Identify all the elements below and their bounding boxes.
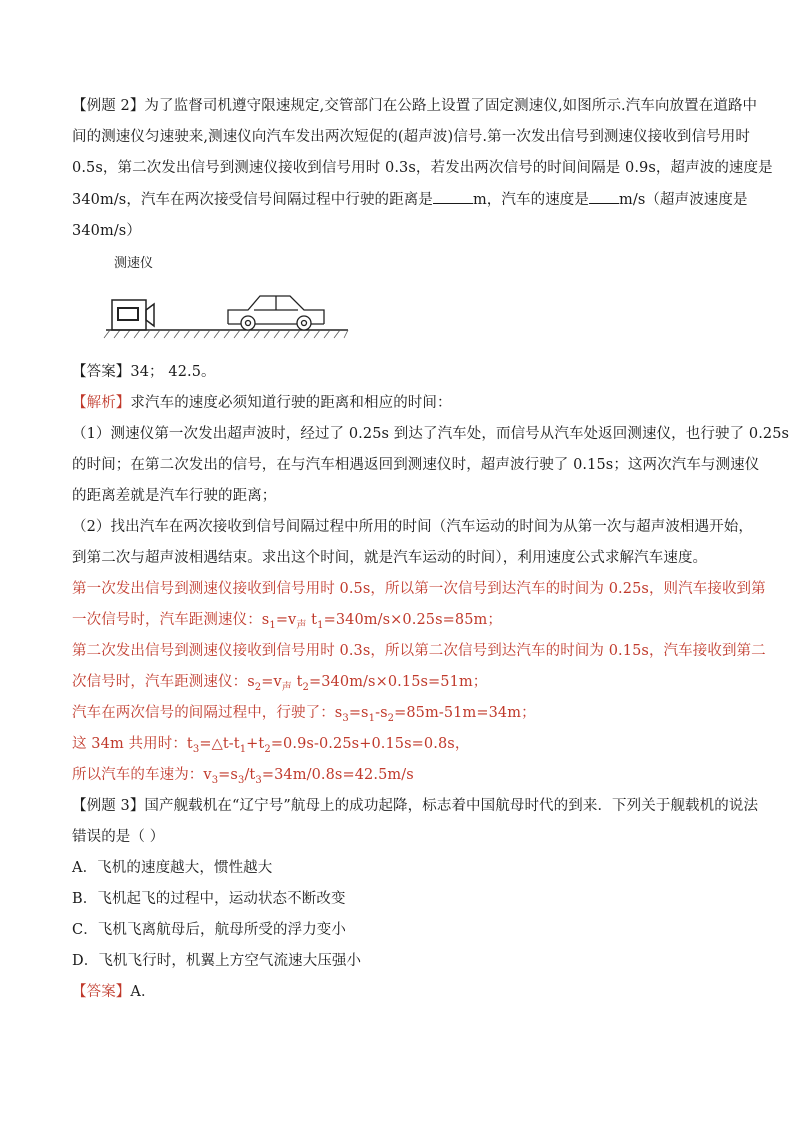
calc-s1-text: =v <box>275 612 297 628</box>
example2-line-4-text-a: 340m/s，汽车在两次接受信号间隔过程中行驶的距离是 <box>72 192 433 208</box>
example2-line-4-text-b: m，汽车的速度是 <box>472 192 590 208</box>
option-c: C．飞机飞离航母后，航母所受的浮力变小 <box>72 922 346 938</box>
calc-s2-text: =v <box>261 674 282 690</box>
sub: 2 <box>264 743 271 755</box>
calc-s1-line-2 <box>72 610 722 630</box>
analysis-p1-line-1: （1）测速仪第一次发出超声波时，经过了 0.25s 到达了汽车处，而信号从汽车处返回测速仪，也行驶了 0.25s <box>72 426 790 442</box>
option-a: A．飞机的速度越大，惯性越大 <box>72 860 273 876</box>
example2-line-2: 间的测速仪匀速驶来,测速仪向汽车发出两次短促的(超声波)信号.第一次发出信号到测速仪接收到信号用时 <box>72 129 750 145</box>
sub: 声 <box>281 681 292 693</box>
calc-s3-text: -s <box>375 705 388 721</box>
calc-s3-line <box>72 703 722 723</box>
calc-s3-text: =s <box>348 705 369 721</box>
answer2 <box>72 362 722 382</box>
sub: 声 <box>296 619 307 631</box>
answer-blank-distance <box>433 189 473 204</box>
speed-meter-device <box>112 300 154 330</box>
sub: 1 <box>317 619 324 631</box>
analysis-intro: 求汽车的速度必须知道行驶的距离和相应的时间： <box>130 395 452 411</box>
sub: 1 <box>239 743 247 755</box>
analysis-p1-line-3: 的距离差就是汽车行驶的距离； <box>72 488 277 504</box>
example2-line-3: 0.5s，第二次发出信号到测速仪接收到信号用时 0.3s，若发出两次信号的时间间隔是 0.9s，超声波的速度是 <box>72 160 773 176</box>
answer2-text: 34； 42.5。 <box>130 364 216 380</box>
analysis-p2-line-1: （2）找出汽车在两次接收到信号间隔过程中所用的时间（汽车运动的时间为从第一次与超声波相遇开始， <box>72 519 753 535</box>
calc-s1-line-1: 第一次发出信号到测速仪接收到信号用时 0.5s，所以第一次信号到达汽车的时间为 0.25s，则汽车接收到第 <box>72 581 766 597</box>
calc-s2-text: 次信号时，汽车距测速仪：s <box>72 674 255 690</box>
speed-meter-figure <box>98 252 358 352</box>
calc-s3-text: =85m-51m=34m； <box>394 705 536 721</box>
calc-time-line <box>72 734 722 754</box>
calc-time-text: 这 34m 共用时：t <box>72 736 193 752</box>
ground-hatching <box>104 330 348 338</box>
sub: 2 <box>302 681 309 693</box>
answer3-label: 【答案】 <box>72 984 131 1000</box>
example2-line-1: 【例题 2】为了监督司机遵守限速规定,交管部门在公路上设置了固定测速仪,如图所示.汽车向放置在道路中 <box>72 98 758 114</box>
example3-line-2: 错误的是（ ） <box>72 829 165 845</box>
analysis-heading <box>72 393 722 413</box>
answer2-label: 【答案】 <box>72 364 131 380</box>
example3-line-1: 【例题 3】国产舰载机在“辽宁号”航母上的成功起降，标志着中国航母时代的到来．下列关于舰载机的说法 <box>72 798 759 814</box>
calc-s3-text: 汽车在两次信号的间隔过程中，行驶了：s <box>72 705 343 721</box>
analysis-p1-line-2: 的时间；在第二次发出的信号，在与汽车相遇返回到测速仪时，超声波行驶了 0.15s；这两次汽车与测速仪 <box>72 457 760 473</box>
sub: 2 <box>387 712 395 724</box>
calc-s1-text: 一次信号时，汽车距测速仪：s <box>72 612 270 628</box>
sub: 3 <box>255 774 262 786</box>
option-d: D．飞机飞行时，机翼上方空气流速大压强小 <box>72 953 362 969</box>
option-b: B．飞机起飞的过程中，运动状态不断改变 <box>72 891 346 907</box>
calc-speed-text: =s <box>218 767 238 783</box>
calc-s1-text: t <box>306 612 318 628</box>
analysis-label: 【解析】 <box>72 395 131 411</box>
example2-line-5: 340m/s） <box>72 223 141 239</box>
sub: 1 <box>269 619 276 631</box>
sub: 3 <box>237 774 245 786</box>
calc-speed-text: =34m/0.8s=42.5m/s <box>261 767 414 783</box>
calc-time-text: =△t-t <box>199 736 240 752</box>
calc-speed-line <box>72 765 722 785</box>
sub: 1 <box>368 712 376 724</box>
calc-s2-text: t <box>291 674 303 690</box>
sub: 2 <box>254 681 262 693</box>
calc-speed-text: 所以汽车的车速为：v <box>72 767 212 783</box>
example2-line-4-text-c: m/s（超声波速度是 <box>619 192 748 208</box>
figure-label-speed-meter: 测速仪 <box>114 256 154 271</box>
example2-line-4 <box>72 189 748 210</box>
calc-speed-text: /t <box>244 767 256 783</box>
calc-s2-line-1: 第二次发出信号到测速仪接收到信号用时 0.3s，所以第二次信号到达汽车的时间为 0.15s，汽车接收到第二 <box>72 643 766 659</box>
calc-time-text: =0.9s-0.25s+0.15s=0.8s， <box>270 736 470 752</box>
sub: 3 <box>211 774 219 786</box>
calc-time-text: +t <box>246 736 265 752</box>
calc-s2-text: =340m/s×0.15s=51m； <box>308 674 488 690</box>
analysis-p2-line-2: 到第二次与超声波相遇结束。求出这个时间，就是汽车运动的时间），利用速度公式求解汽车速度。 <box>72 550 708 566</box>
answer3-text: A． <box>130 984 156 1000</box>
calc-s1-text: =340m/s×0.25s=85m； <box>323 612 503 628</box>
document-page <box>72 96 790 1013</box>
car-icon <box>228 296 324 330</box>
sub: 3 <box>192 743 200 755</box>
sub: 3 <box>342 712 349 724</box>
answer-blank-speed <box>589 189 619 204</box>
calc-s2-line-2 <box>72 672 722 692</box>
answer3 <box>72 982 722 1002</box>
